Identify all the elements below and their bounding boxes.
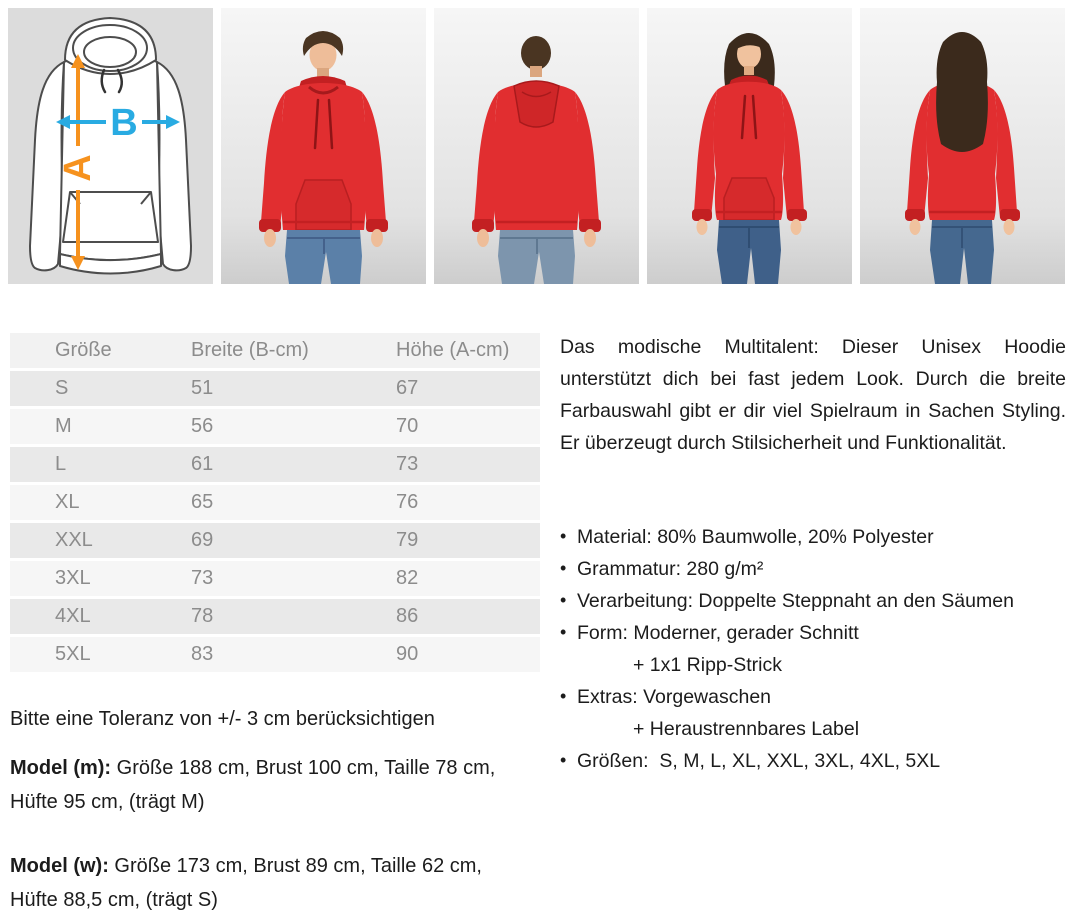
- size-diagram-image: [8, 8, 213, 284]
- bullet-icon: •: [560, 750, 567, 770]
- size-table: [10, 333, 540, 675]
- table-row: [10, 447, 540, 485]
- table-row: [10, 523, 540, 561]
- bullet-icon: •: [560, 526, 567, 546]
- model-male-back-svg: [434, 8, 639, 284]
- spec-text: Größen: S, M, L, XL, XXL, 3XL, 4XL, 5XL: [577, 750, 941, 772]
- spec-continuation: + 1x1 Ripp-Strick: [633, 654, 783, 676]
- spec-item-verarbeitung: [558, 585, 1068, 617]
- height-label: A: [57, 154, 99, 182]
- size-cell: 4XL: [10, 599, 191, 637]
- spec-item-form: [558, 617, 1068, 681]
- spec-item-groessen: [558, 745, 1068, 777]
- size-cell: XXL: [10, 523, 191, 561]
- spec-item-material: [558, 521, 1068, 553]
- height-cell: 79: [396, 523, 540, 561]
- bullet-icon: •: [560, 686, 567, 706]
- size-cell: XL: [10, 485, 191, 523]
- width-cell: 83: [191, 637, 396, 675]
- model-male-measurements: Größe 188 cm, Brust 100 cm, Taille 78 cm, Hüfte 95 cm, (trägt M): [10, 757, 496, 813]
- photo-model-female-back: [860, 8, 1065, 284]
- width-cell: 78: [191, 599, 396, 637]
- col-header-size: Größe: [10, 333, 191, 371]
- spec-text: Grammatur: 280 g/m²: [577, 558, 764, 580]
- height-cell: 70: [396, 409, 540, 447]
- model-male-label: Model (m):: [10, 757, 112, 779]
- col-header-height: Höhe (A-cm): [396, 333, 540, 371]
- spec-item-extras: [558, 681, 1068, 745]
- model-female-label: Model (w):: [10, 855, 109, 877]
- bullet-icon: •: [560, 558, 567, 578]
- height-cell: 82: [396, 561, 540, 599]
- table-row: [10, 409, 540, 447]
- table-row: [10, 637, 540, 675]
- model-female-front-svg: [647, 8, 852, 284]
- table-row: [10, 371, 540, 409]
- photo-model-male-front: [221, 8, 426, 284]
- bullet-icon: •: [560, 590, 567, 610]
- size-cell: S: [10, 371, 191, 409]
- size-cell: M: [10, 409, 191, 447]
- bullet-icon: •: [560, 622, 567, 642]
- col-header-width: Breite (B-cm): [191, 333, 396, 371]
- model-male-note: [10, 751, 530, 819]
- height-cell: 86: [396, 599, 540, 637]
- model-female-measurements: Größe 173 cm, Brust 89 cm, Taille 62 cm, Hüfte 88,5 cm, (trägt S): [10, 855, 482, 911]
- height-cell: 73: [396, 447, 540, 485]
- width-cell: 69: [191, 523, 396, 561]
- width-cell: 65: [191, 485, 396, 523]
- spec-text: Material: 80% Baumwolle, 20% Polyester: [577, 526, 934, 548]
- spec-list: [558, 521, 1068, 777]
- width-cell: 56: [191, 409, 396, 447]
- photo-model-female-front: [647, 8, 852, 284]
- size-table-header-row: [10, 333, 540, 371]
- height-cell: 67: [396, 371, 540, 409]
- spec-text: Extras: Vorgewaschen: [577, 686, 772, 708]
- width-cell: 51: [191, 371, 396, 409]
- size-diagram-svg: [8, 8, 213, 284]
- model-female-back-svg: [860, 8, 1065, 284]
- size-cell: 3XL: [10, 561, 191, 599]
- product-description: Das modische Multitalent: Dieser Unisex Hoodie unterstützt dich bei fast jedem Look. Durch die breite Farbauswahl gibt er dir viel Spielraum in Sachen Styling. Er überzeugt durch Stilsicherheit und Funktionalität.: [560, 336, 1066, 454]
- width-label: B: [110, 102, 138, 144]
- model-male-front-svg: [221, 8, 426, 284]
- spec-continuation: + Heraustrennbares Label: [633, 718, 860, 740]
- size-cell: 5XL: [10, 637, 191, 675]
- height-cell: 90: [396, 637, 540, 675]
- table-row: [10, 599, 540, 637]
- spec-text: Verarbeitung: Doppelte Steppnaht an den Säumen: [577, 590, 1014, 612]
- size-cell: L: [10, 447, 191, 485]
- spec-text: Form: Moderner, gerader Schnitt: [577, 622, 859, 644]
- table-row: [10, 561, 540, 599]
- height-cell: 76: [396, 485, 540, 523]
- product-gallery: [8, 8, 1065, 284]
- table-row: [10, 485, 540, 523]
- model-female-note: [10, 849, 530, 911]
- spec-item-grammatur: [558, 553, 1068, 585]
- photo-model-male-back: [434, 8, 639, 284]
- width-cell: 61: [191, 447, 396, 485]
- tolerance-note: Bitte eine Toleranz von +/- 3 cm berücksichtigen: [10, 708, 435, 730]
- width-cell: 73: [191, 561, 396, 599]
